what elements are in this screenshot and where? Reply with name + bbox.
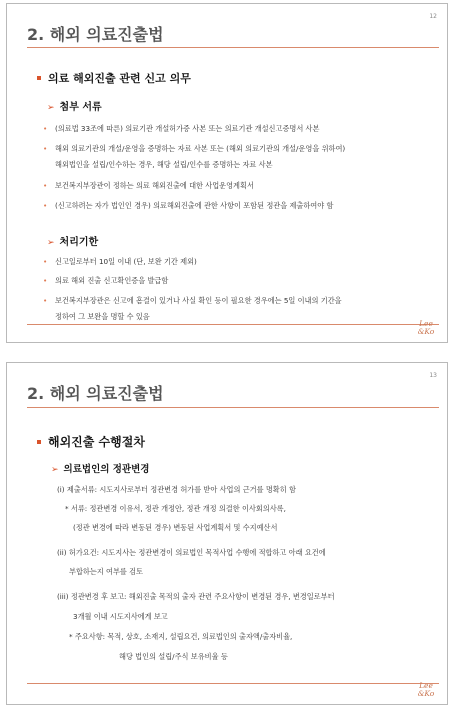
list-item (43, 201, 334, 211)
slide-title: 2. 해외 의료진출법 (27, 25, 164, 44)
list-item-text: 해외 의료기관의 개설/운영을 증명하는 자료 사본 또는 (해외 의료기관의 개설/운영을 위하여) (55, 144, 346, 153)
procedure-line: (iii) 정관변경 후 보고: 해외진출 목적의 출자 관련 주요사항이 변경된 경우, 변경일로부터 (57, 592, 335, 601)
slide-title: 2. 해외 의료진출법 (27, 384, 164, 403)
bullet-dot-icon: • (43, 201, 48, 210)
slide-page-13 (6, 362, 448, 705)
bullet-dot-icon: • (43, 257, 48, 266)
subheading-text: 처리기한 (59, 237, 99, 248)
title-divider (27, 407, 439, 408)
page-number: 13 (429, 372, 437, 379)
arrow-bullet-icon: ➢ (51, 465, 59, 475)
procedure-line: 3개월 이내 시도지사에게 보고 (73, 612, 168, 621)
page-number: 12 (429, 13, 437, 20)
bullet-dot-icon: • (43, 124, 48, 133)
list-item-text: (신고하려는 자가 법인인 경우) 의료해외진출에 관한 사항이 포함된 정관을 제출하여야 함 (55, 201, 334, 210)
footer-divider (27, 683, 439, 684)
arrow-bullet-icon: ➢ (47, 238, 55, 248)
bullet-dot-icon: • (43, 296, 48, 305)
procedure-line: (ii) 허가요건: 시도지사는 정관변경이 의료법인 목적사업 수행에 적합하고 아래 요건에 (57, 548, 326, 557)
subheading-articles-change (51, 461, 149, 475)
section-heading (37, 433, 145, 450)
subheading-deadline (47, 233, 98, 248)
list-item-text-continued: 정하여 그 보완을 명할 수 있음 (55, 312, 150, 321)
section-heading-text: 해외진출 수행절차 (48, 435, 145, 449)
arrow-bullet-icon: ➢ (47, 103, 55, 113)
logo-text-bottom: &Ko (417, 327, 435, 336)
procedure-line: 부합하는지 여부를 검토 (69, 567, 144, 576)
lee-ko-logo (415, 682, 437, 698)
list-item (43, 276, 169, 286)
procedure-line: * 서류: 정관변경 이유서, 정관 개정안, 정관 개정 의결한 이사회의사록, (65, 504, 286, 513)
subheading-text: 첨부 서류 (59, 102, 102, 113)
bullet-dot-icon: • (43, 144, 48, 153)
subheading-attachments (47, 98, 102, 113)
list-item-text: 의료 해외 진출 신고확인증을 발급함 (55, 276, 169, 285)
square-bullet-icon (37, 76, 41, 80)
logo-text-top: Lee (419, 681, 433, 690)
list-item-text: (의료법 33조에 따른) 의료기관 개설허가증 사본 또는 의료기관 개설신고증명서 사본 (55, 124, 320, 133)
list-item-text: 보건복지부장관이 정하는 의료 해외진출에 대한 사업운영계획서 (55, 181, 254, 190)
lee-ko-logo (415, 320, 437, 336)
list-item-text: 보건복지부장관은 신고에 흠결이 있거나 사실 확인 등이 필요한 경우에는 5일 이내의 기간을 (55, 296, 342, 305)
procedure-line: 해당 법인의 설립/주식 보유비율 등 (119, 652, 228, 661)
list-item (43, 257, 197, 267)
list-item (43, 124, 320, 134)
section-heading (37, 70, 191, 86)
procedure-line: * 주요사항: 목적, 상호, 소재지, 설립요건, 의료법인의 출자액/출자비율, (69, 632, 293, 641)
subheading-text: 의료법인의 정관변경 (63, 464, 150, 475)
slide-page-12 (6, 3, 448, 343)
bullet-dot-icon: • (43, 276, 48, 285)
square-bullet-icon (37, 440, 41, 444)
list-item-text: 신고일로부터 10일 이내 (단, 보완 기간 제외) (55, 257, 197, 266)
footer-divider (27, 324, 439, 325)
list-item (43, 296, 342, 322)
bullet-dot-icon: • (43, 181, 48, 190)
logo-text-bottom: &Ko (417, 689, 435, 698)
list-item (43, 144, 346, 170)
section-heading-text: 의료 해외진출 관련 신고 의무 (48, 72, 191, 85)
procedure-line: (i) 제출서류: 시도지사로부터 정관변경 허가를 받아 사업의 근거를 명확히 함 (57, 485, 296, 494)
title-divider (27, 47, 439, 48)
list-item-text-continued: 해외법인을 설립/인수하는 경우, 해당 설립/인수를 증명하는 자료 사본 (55, 160, 273, 169)
list-item (43, 181, 254, 191)
logo-text-top: Lee (419, 319, 433, 328)
procedure-line: (정관 변경에 따라 변동된 경우) 변동된 사업계획서 및 수지예산서 (73, 523, 278, 532)
